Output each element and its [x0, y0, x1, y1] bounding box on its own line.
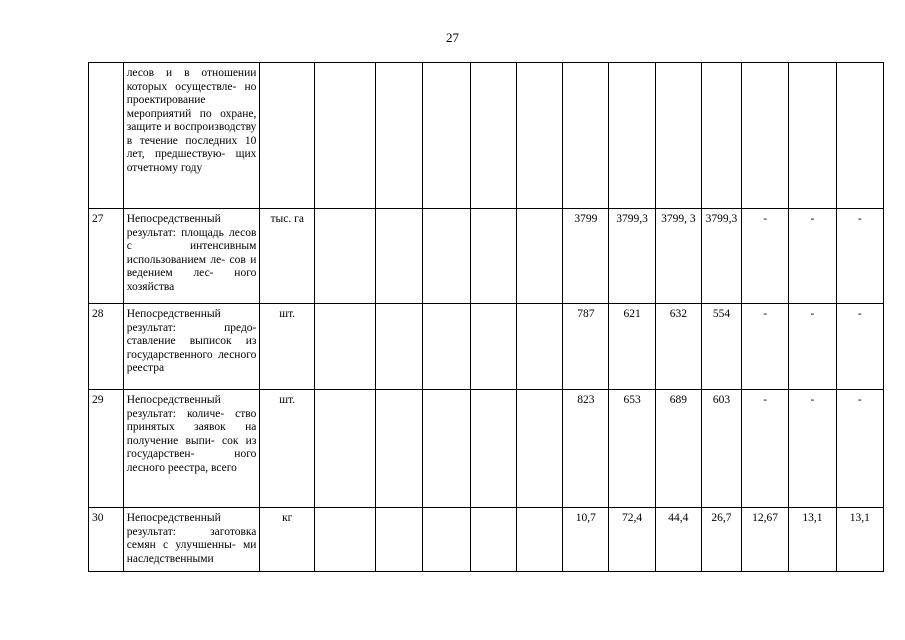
row-number: 27 [89, 209, 124, 304]
value-cell: 603 [702, 390, 742, 508]
empty-cell [315, 209, 376, 304]
value-cell: - [836, 390, 883, 508]
table-row [89, 63, 884, 209]
empty-cell [376, 390, 423, 508]
value-cell: 3799 [563, 209, 609, 304]
value-cell: 44,4 [655, 508, 701, 572]
value-cell: - [836, 209, 883, 304]
page-number: 27 [446, 30, 459, 45]
value-cell: 689 [655, 390, 701, 508]
empty-cell [470, 209, 516, 304]
empty-cell [516, 390, 562, 508]
empty-cell [516, 508, 562, 572]
indicators-table [88, 62, 884, 572]
row-number: 28 [89, 304, 124, 390]
empty-cell [516, 209, 562, 304]
row-unit: тыс. га [260, 209, 315, 304]
empty-cell [470, 508, 516, 572]
value-cell: - [741, 304, 788, 390]
empty-cell [315, 304, 376, 390]
value-cell [609, 63, 655, 209]
empty-cell [423, 63, 470, 209]
empty-cell [315, 508, 376, 572]
row-description: Непосредственный результат: предо- ставление выписок из государственного лесного реестра [123, 304, 260, 390]
empty-cell [376, 508, 423, 572]
row-description: лесов и в отношении которых осуществле- но проектирование мероприятий по охране, защите и воспроизводству в течение последних 10 лет, предшествую- щих отчетному году [123, 63, 260, 209]
empty-cell [423, 209, 470, 304]
value-cell [836, 63, 883, 209]
value-cell: 12,67 [741, 508, 788, 572]
value-cell: 823 [563, 390, 609, 508]
table-row [89, 304, 884, 390]
value-cell: 3799,3 [609, 209, 655, 304]
empty-cell [376, 63, 423, 209]
value-cell: - [789, 304, 836, 390]
empty-cell [315, 390, 376, 508]
row-unit: кг [260, 508, 315, 572]
empty-cell [470, 390, 516, 508]
empty-cell [423, 508, 470, 572]
value-cell: 72,4 [609, 508, 655, 572]
empty-cell [376, 209, 423, 304]
value-cell: 26,7 [702, 508, 742, 572]
value-cell [655, 63, 701, 209]
value-cell: 632 [655, 304, 701, 390]
empty-cell [516, 304, 562, 390]
value-cell: - [789, 209, 836, 304]
row-number: 30 [89, 508, 124, 572]
empty-cell [516, 63, 562, 209]
empty-cell [423, 390, 470, 508]
empty-cell [376, 304, 423, 390]
row-description: Непосредственный результат: количе- ство принятых заявок на получение выпи- сок из государствен- ного лесного реестра, всего [123, 390, 260, 508]
table-row [89, 390, 884, 508]
empty-cell [423, 304, 470, 390]
row-description: Непосредственный результат: заготовка семян с улучшенны- ми наследственными [123, 508, 260, 572]
row-number [89, 63, 124, 209]
table-row [89, 508, 884, 572]
row-unit: шт. [260, 304, 315, 390]
value-cell: 3799, 3 [655, 209, 701, 304]
table-row [89, 209, 884, 304]
row-unit [260, 63, 315, 209]
row-description: Непосредственный результат: площадь лесов с интенсивным использованием ле- сов и ведением лес- ного хозяйства [123, 209, 260, 304]
value-cell [741, 63, 788, 209]
value-cell [563, 63, 609, 209]
value-cell: 10,7 [563, 508, 609, 572]
empty-cell [315, 63, 376, 209]
value-cell [789, 63, 836, 209]
row-number: 29 [89, 390, 124, 508]
value-cell: - [741, 390, 788, 508]
empty-cell [470, 63, 516, 209]
row-unit: шт. [260, 390, 315, 508]
value-cell: - [741, 209, 788, 304]
empty-cell [470, 304, 516, 390]
value-cell: - [789, 390, 836, 508]
value-cell: 554 [702, 304, 742, 390]
value-cell: - [836, 304, 883, 390]
value-cell: 13,1 [789, 508, 836, 572]
value-cell: 653 [609, 390, 655, 508]
value-cell: 3799,3 [702, 209, 742, 304]
value-cell: 787 [563, 304, 609, 390]
value-cell: 13,1 [836, 508, 883, 572]
value-cell [702, 63, 742, 209]
value-cell: 621 [609, 304, 655, 390]
